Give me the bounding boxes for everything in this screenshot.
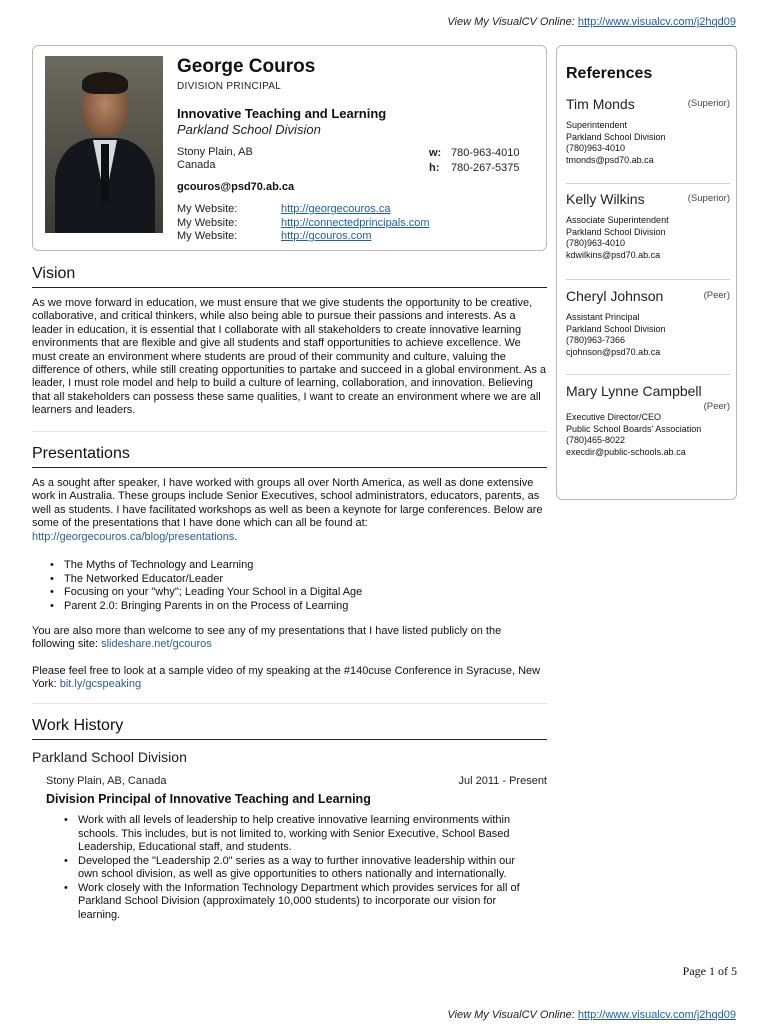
visualcv-label: View My VisualCV Online: [447,1009,575,1021]
list-item: • The Myths of Technology and Learning [50,559,530,573]
reference-name: Mary Lynne Campbell [566,383,702,399]
section-divider [32,703,547,704]
website-link[interactable]: http://georgecouros.ca [281,203,391,215]
profile-phones [429,146,520,176]
list-item: • Developed the "Leadership 2.0" series as a way to further innovative leadership within our own school division, as well as give opportunities to others nationally and internationally. [64,855,524,882]
presentations-intro-text: As a sought after speaker, I have worked with groups all over North America, as well as done extensive work in Australia. These groups include Senior Executives, school administrators, educators, parents, as well as students. I have facilitated workshops as well as been a keynote for large conferences. Below are some of the presentations that I have done which can all be found at: [32,477,543,530]
reference-item [566,288,730,358]
reference-item [566,383,730,458]
video-text: Please feel free to look at a sample video of my speaking at the #140cuse Conference in Syracuse, New York: [32,665,541,691]
slideshare-paragraph [32,625,547,652]
profile-websites [177,203,430,244]
reference-divider [566,279,730,280]
reference-item [566,96,730,166]
reference-email[interactable]: execdir@public-schools.ab.ca [566,446,686,457]
company-name: Parkland School Division [32,749,187,765]
profile-location [177,146,253,172]
reference-email[interactable]: tmonds@psd70.ab.ca [566,154,654,165]
reference-name: Cheryl Johnson [566,288,664,304]
presentations-intro: As a sought after speaker, I have worked with groups all over North America, as well as done extensive work in Australia. These groups include Senior Executives, school administrators, educators, parents, as well as students. I have facilitated workshops as well as been a keynote for large conferences. Below are some of the presentations that I have done which can all be found at: http://georgecouros.ca/blog/presentations. [32,477,543,543]
reference-title: Executive Director/CEO [566,412,662,422]
slideshare-link[interactable]: slideshare.net/gcouros [101,638,212,651]
video-link[interactable]: bit.ly/gcspeaking [59,678,142,691]
presentations-link[interactable]: http://georgecouros.ca/blog/presentations [32,530,235,543]
reference-divider [566,374,730,375]
reference-org: Parkland School Division [566,226,666,237]
reference-org: Parkland School Division [566,323,666,334]
job-title: Division Principal of Innovative Teaching and Learning [46,792,371,806]
references-heading: References [566,65,653,82]
visualcv-header [447,16,736,28]
list-item: • Parent 2.0: Bringing Parents in on the Process of Learning [50,600,530,614]
list-item: • Work closely with the Information Technology Department which provides services for all of Parkland School Division (approximately 10,000 students) to incorporate our vision for learning. [64,882,524,923]
reference-org: Parkland School Division [566,131,666,142]
job-duties-list [64,814,524,922]
home-phone: 780-267-5375 [451,162,520,174]
website-label: My Website: [177,203,238,215]
website-link[interactable]: http://gcouros.com [281,230,372,242]
reference-name: Kelly Wilkins [566,191,645,207]
reference-email[interactable]: cjohnson@psd70.ab.ca [566,346,661,357]
reference-relation: (Superior) [687,98,730,109]
vision-text: As we move forward in education, we must ensure that we give students the opportunity to be creative, collaborative, and critical thinkers, while also being able to pursue their passions and interests. As a leader in education, it is essential that I collaborate with all stakeholders to create innovative learning environments that are flexible and give all students and staff opportunities to achieve excellence. We must create an environment where students are proud of their community and culture, valuing the difference of others, while still creating opportunities to partake and succeed in a global environment. As a leader, I must role model and help to build a culture of learning, collaboration, and innovation. Believing that all stakeholders can possess these same qualities, I want to create an environment where we are all learners and leaders. [32,297,547,417]
reference-relation: (Peer) [703,290,730,301]
reference-item [566,191,730,261]
presentations-heading: Presentations [32,445,547,468]
home-phone-label: h: [429,162,440,174]
visualcv-label: View My VisualCV Online: [447,16,575,28]
profile-role: DIVISION PRINCIPAL [177,81,282,92]
reference-org: Public School Boards' Association [566,423,702,434]
reference-title: Superintendent [566,120,628,130]
visualcv-footer [447,1009,736,1021]
profile-card [32,45,547,251]
profile-name: George Couros [177,56,316,77]
reference-phone: (780)963-7366 [566,335,626,345]
reference-email[interactable]: kdwilkins@psd70.ab.ca [566,249,661,260]
profile-photo [45,56,163,233]
slideshare-text: You are also more than welcome to see any of my presentations that I have listed publicly on the following site: [32,625,502,651]
work-history-heading: Work History [32,717,547,740]
website-link[interactable]: http://connectedprincipals.com [281,216,430,229]
profile-country: Canada [177,159,216,171]
job-location: Stony Plain, AB, Canada [46,775,167,787]
reference-divider [566,183,730,184]
job-dates: Jul 2011 - Present [458,775,547,787]
reference-name: Tim Monds [566,96,635,112]
website-label: My Website: [177,230,238,242]
video-paragraph [32,665,547,692]
profile-headline: Innovative Teaching and Learning [177,106,387,121]
list-item: • The Networked Educator/Leader [50,573,530,587]
section-divider [32,431,547,432]
vision-heading: Vision [32,265,547,288]
list-item: • Focusing on your "why"; Leading Your School in a Digital Age [50,586,530,600]
references-panel [556,45,737,500]
reference-relation: (Peer) [703,401,730,412]
page-number: Page 1 of 5 [682,964,737,978]
reference-phone: (780)963-4010 [566,238,626,248]
work-phone: 780-963-4010 [451,147,520,159]
reference-phone: (780)465-8022 [566,435,626,445]
profile-city: Stony Plain, AB [177,146,253,158]
profile-organization: Parkland School Division [177,122,321,137]
presentations-list [50,559,530,613]
visualcv-link[interactable]: http://www.visualcv.com/j2hqd09 [577,16,736,28]
list-item: • Work with all levels of leadership to help creative innovative learning environments within schools. This includes, but is not limited to, working with Senior Executive, School Based Leadership, Educational staff, and students. [64,814,524,855]
visualcv-link[interactable]: http://www.visualcv.com/j2hqd09 [577,1009,736,1021]
profile-email[interactable]: gcouros@psd70.ab.ca [177,181,295,193]
reference-relation: (Superior) [687,193,730,204]
website-label: My Website: [177,216,238,229]
reference-title: Assistant Principal [566,312,640,322]
reference-phone: (780)963-4010 [566,143,626,153]
reference-title: Associate Superintendent [566,215,669,225]
work-phone-label: w: [429,147,442,159]
